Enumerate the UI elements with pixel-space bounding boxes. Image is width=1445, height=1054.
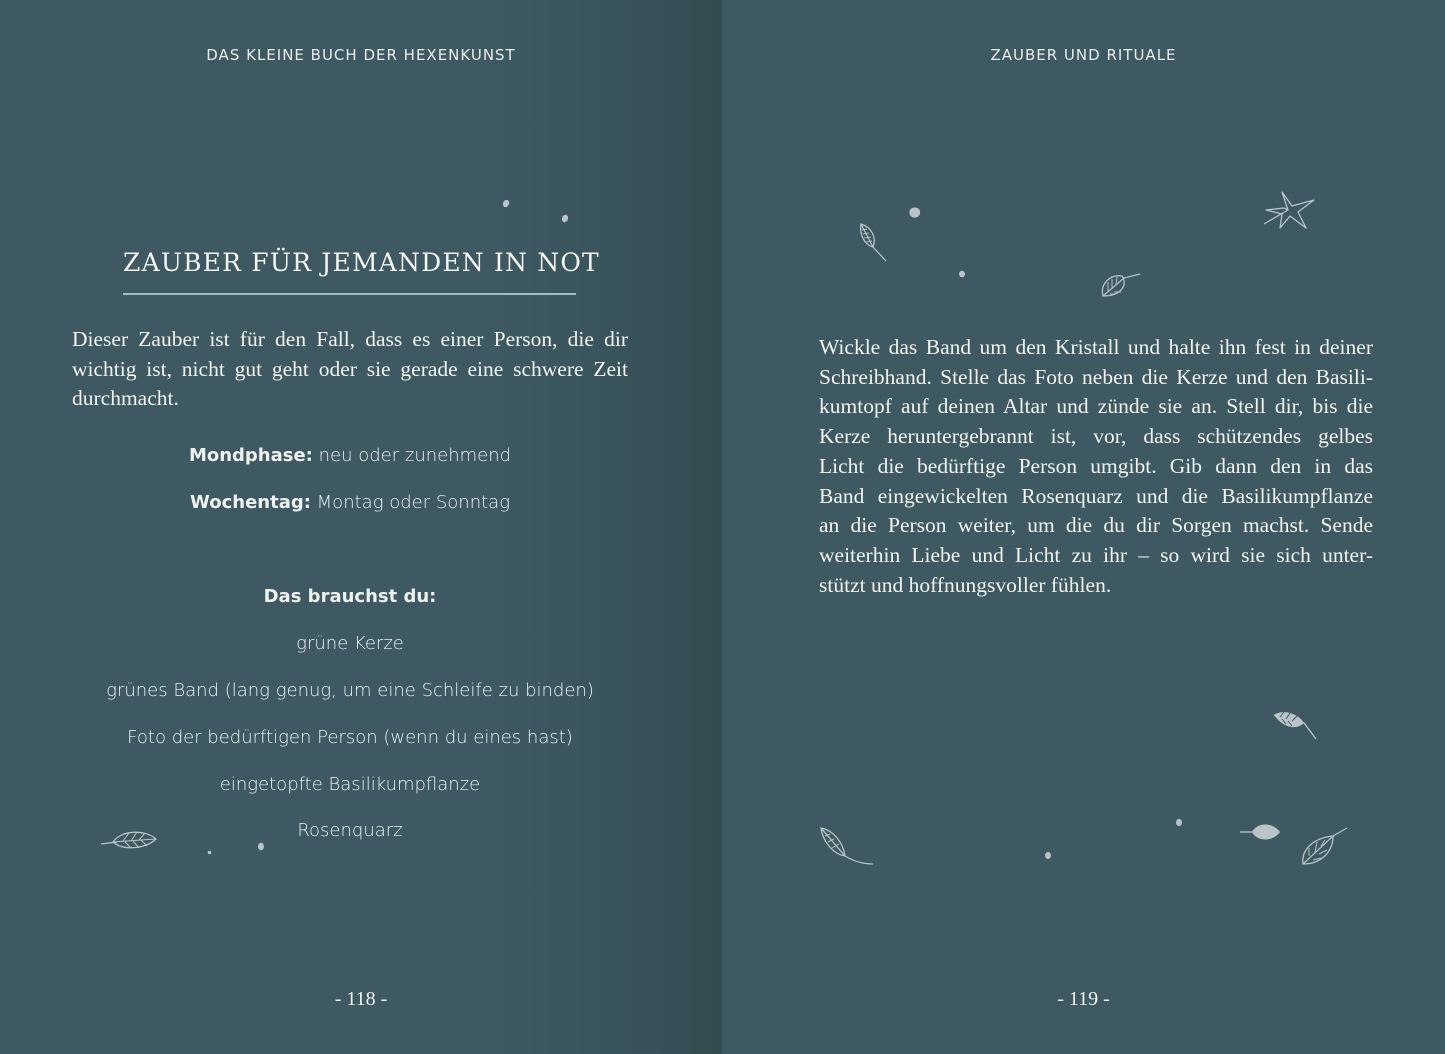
moon-phase-label: Mondphase: xyxy=(188,445,313,466)
left-page xyxy=(0,0,722,1054)
leaf-icon xyxy=(819,826,875,866)
leaf-icon xyxy=(1240,821,1282,843)
needs-item: grünes Band (lang genug, um eine Schleife zu binden) xyxy=(106,680,594,701)
text-line: stützt und hoffnungsvoller fühlen. xyxy=(819,572,1112,597)
text-line: weiterhin Liebe und Licht zu ihr – so wird sie sich unter- xyxy=(819,542,1373,567)
needs-heading: Das brauchst du: xyxy=(263,586,437,607)
running-head-right: ZAUBER UND RITUALE xyxy=(990,46,1177,64)
title-divider xyxy=(123,293,576,295)
spell-title: ZAUBER FÜR JEMANDEN IN NOT xyxy=(123,248,600,277)
page-number-left: - 118 - xyxy=(334,988,388,1010)
text-line: Wickle das Band um den Kristall und halte ihn fest in deiner xyxy=(819,335,1373,359)
text-line: kumtopf auf deinen Altar und zünde sie an. Stell dir, bis die xyxy=(819,394,1373,419)
leaf-icon xyxy=(99,827,159,853)
text-line: Schreibhand. Stelle das Foto neben die Kerze und den Basili- xyxy=(819,364,1373,389)
running-head-left: DAS KLEINE BUCH DER HEXENKUNST xyxy=(206,46,516,64)
leaf-icon xyxy=(1272,709,1318,741)
weekday-line xyxy=(0,492,700,513)
petal-icon xyxy=(207,850,212,855)
petal-icon xyxy=(958,270,966,278)
weekday-value: Montag oder Sonntag xyxy=(316,492,510,513)
petal-icon xyxy=(257,842,265,851)
text-line: Band eingewickelten Rosenquarz und die Basilikumpflanze xyxy=(819,483,1373,508)
needs-item: grüne Kerze xyxy=(296,633,404,654)
maple-leaf-icon xyxy=(1262,188,1318,234)
text-line: Licht die bedürftige Person umgibt. Gib dann den in das xyxy=(819,453,1373,478)
instructions-paragraph xyxy=(819,333,1373,600)
leaf-icon xyxy=(1100,270,1142,300)
page-number-right: - 119 - xyxy=(1057,988,1110,1010)
needs-item: Foto der bedürftigen Person (wenn du eines hast) xyxy=(127,727,573,748)
moon-phase-line xyxy=(0,445,700,466)
text-line: an die Person weiter, um die du dir Sorgen machst. Sende xyxy=(819,513,1373,538)
petal-icon xyxy=(561,214,569,223)
leaf-icon xyxy=(857,221,889,263)
right-page xyxy=(722,0,1445,1054)
moon-phase-value: neu oder zunehmend xyxy=(318,445,512,466)
intro-paragraph: Dieser Zauber ist für den Fall, dass es einer Person, die dir wichtig ist, nicht gut geht oder sie gerade eine schwere Zeit durchmacht. xyxy=(72,327,628,410)
petal-icon xyxy=(502,199,510,208)
leaf-icon xyxy=(1301,826,1349,868)
petal-icon xyxy=(1044,851,1052,860)
weekday-label: Wochentag: xyxy=(190,492,311,513)
needs-item: Rosenquarz xyxy=(297,820,403,841)
text-line: Kerze heruntergebrannt ist, vor, dass schützendes gelbes xyxy=(819,424,1373,449)
needs-item: eingetopfte Basilikumpflanze xyxy=(219,774,481,795)
petal-icon xyxy=(908,206,922,220)
petal-icon xyxy=(1175,818,1183,827)
